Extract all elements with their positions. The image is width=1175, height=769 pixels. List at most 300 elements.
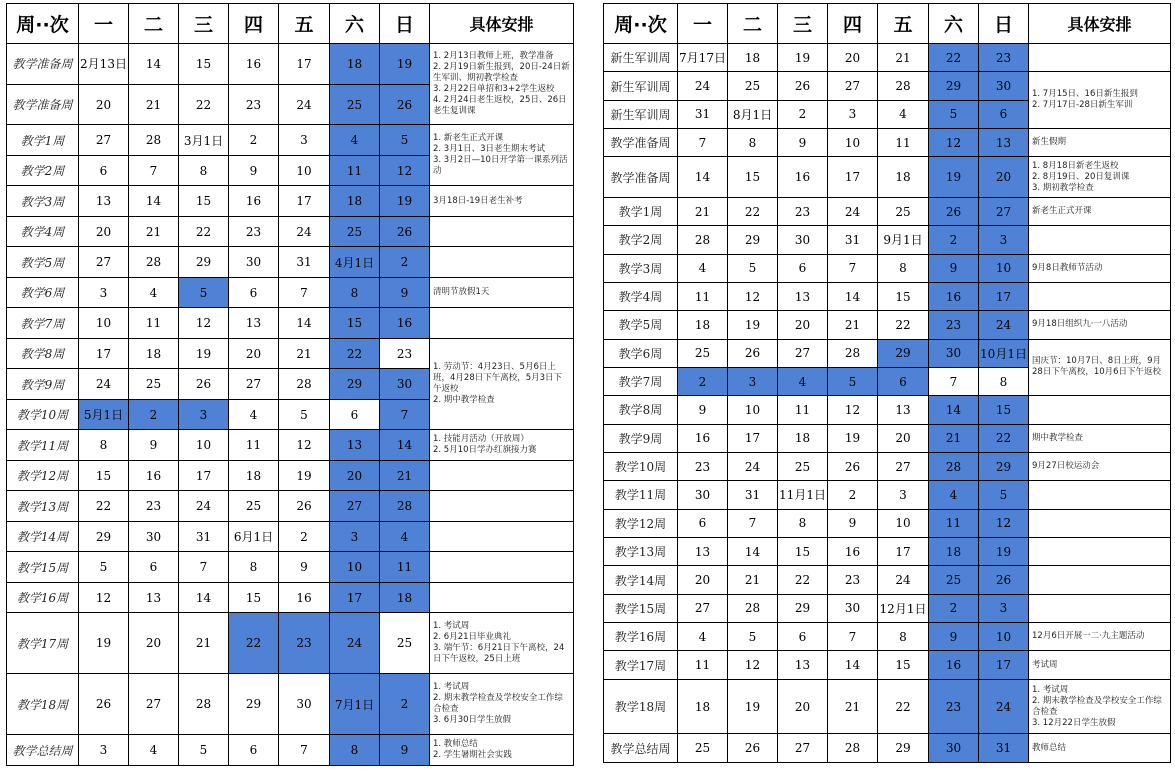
day-cell: 21 <box>828 679 878 734</box>
day-cell: 28 <box>129 247 179 278</box>
day-cell: 11 <box>929 509 979 537</box>
day-cell: 26 <box>79 674 129 735</box>
header-weekday: 一 <box>79 4 129 44</box>
day-cell: 22 <box>878 679 929 734</box>
day-cell: 27 <box>979 197 1029 225</box>
plan-line: 2. 8月19日、20日复训课 <box>1032 171 1130 182</box>
day-cell: 6 <box>979 100 1029 128</box>
day-cell: 31 <box>279 247 330 278</box>
day-cell: 20 <box>979 157 1029 198</box>
day-cell: 24 <box>728 452 778 480</box>
day-cell: 6 <box>878 367 929 395</box>
day-cell: 27 <box>828 72 878 100</box>
day-cell: 16 <box>229 186 279 217</box>
plan-cell <box>1029 538 1171 566</box>
day-cell: 9 <box>778 129 828 157</box>
day-cell: 28 <box>929 452 979 480</box>
day-cell: 16 <box>380 308 430 339</box>
day-cell: 2 <box>678 367 728 395</box>
day-cell: 14 <box>129 44 179 85</box>
day-cell: 29 <box>878 734 929 763</box>
plan-line: 9月27日校运动会 <box>1032 461 1100 472</box>
plan-line: 1. 技能月活动（开放周） <box>433 434 529 445</box>
week-row <box>604 396 1171 424</box>
day-cell: 3 <box>878 481 929 509</box>
header-weekday: 日 <box>979 4 1029 44</box>
day-cell: 17 <box>179 460 229 491</box>
week-label: 教学6周 <box>604 339 678 367</box>
plan-line: 新老生正式开课 <box>1032 206 1092 217</box>
day-cell: 21 <box>828 311 878 339</box>
week-label: 教学1周 <box>604 197 678 225</box>
plan-cell <box>430 125 574 186</box>
week-row <box>7 186 574 217</box>
day-cell: 5 <box>179 277 229 308</box>
day-cell: 9 <box>229 155 279 186</box>
day-cell: 5 <box>929 100 979 128</box>
day-cell: 22 <box>878 311 929 339</box>
week-label: 教学4周 <box>7 216 79 247</box>
week-row <box>604 566 1171 594</box>
week-label: 教学16周 <box>7 582 79 613</box>
day-cell: 18 <box>929 538 979 566</box>
day-cell: 23 <box>929 311 979 339</box>
day-cell: 26 <box>279 491 330 522</box>
day-cell: 16 <box>678 424 728 452</box>
day-cell: 18 <box>229 460 279 491</box>
day-cell: 8 <box>778 509 828 537</box>
week-label: 教学2周 <box>604 226 678 254</box>
day-cell: 15 <box>979 396 1029 424</box>
day-cell: 13 <box>778 282 828 310</box>
day-cell: 27 <box>229 369 279 400</box>
day-cell: 12 <box>728 651 778 679</box>
day-cell: 6 <box>678 509 728 537</box>
day-cell: 30 <box>979 72 1029 100</box>
day-cell: 22 <box>778 566 828 594</box>
plan-line: 9月8日教师节活动 <box>1032 262 1103 273</box>
week-row <box>604 424 1171 452</box>
day-cell: 9月1日 <box>878 226 929 254</box>
day-cell: 5 <box>728 623 778 651</box>
week-label: 教学8周 <box>7 338 79 369</box>
day-cell: 10 <box>979 623 1029 651</box>
day-cell: 2 <box>129 399 179 430</box>
week-row <box>604 594 1171 622</box>
day-cell: 18 <box>878 157 929 198</box>
day-cell: 2 <box>828 481 878 509</box>
day-cell: 31 <box>728 481 778 509</box>
day-cell: 22 <box>179 216 229 247</box>
plan-cell <box>430 216 574 247</box>
day-cell: 9 <box>129 430 179 461</box>
plan-line: 清明节放假1天 <box>433 287 490 298</box>
week-label: 教学15周 <box>604 594 678 622</box>
day-cell: 20 <box>229 338 279 369</box>
day-cell: 12 <box>179 308 229 339</box>
day-cell: 4月1日 <box>330 247 380 278</box>
day-cell: 15 <box>728 157 778 198</box>
week-label: 教学准备周 <box>7 44 79 85</box>
day-cell: 23 <box>380 338 430 369</box>
week-row <box>604 481 1171 509</box>
day-cell: 4 <box>878 100 929 128</box>
day-cell: 28 <box>828 734 878 763</box>
day-cell: 27 <box>678 594 728 622</box>
day-cell: 7月17日 <box>678 44 728 72</box>
week-row <box>604 339 1171 367</box>
day-cell: 26 <box>179 369 229 400</box>
day-cell: 3 <box>179 399 229 430</box>
day-cell: 2 <box>380 247 430 278</box>
week-row <box>7 125 574 156</box>
day-cell: 2 <box>229 125 279 156</box>
day-cell: 4 <box>678 254 728 282</box>
day-cell: 7 <box>828 254 878 282</box>
plan-line: 2. 期中教学检查 <box>433 395 495 406</box>
day-cell: 19 <box>179 338 229 369</box>
week-row <box>604 538 1171 566</box>
header-week: 周··次 <box>7 4 79 44</box>
plan-line: 1. 教师总结 <box>433 739 478 750</box>
day-cell: 24 <box>279 216 330 247</box>
day-cell: 2 <box>778 100 828 128</box>
week-label: 教学2周 <box>7 155 79 186</box>
day-cell: 11 <box>678 282 728 310</box>
plan-line: 1. 7月15日、16日新生报到 <box>1032 89 1138 100</box>
day-cell: 14 <box>728 538 778 566</box>
week-label: 教学13周 <box>7 491 79 522</box>
day-cell: 2 <box>380 674 430 735</box>
day-cell: 15 <box>179 186 229 217</box>
day-cell: 12 <box>929 129 979 157</box>
day-cell: 21 <box>279 338 330 369</box>
day-cell: 18 <box>778 424 828 452</box>
week-label: 教学13周 <box>604 538 678 566</box>
week-label: 教学准备周 <box>604 129 678 157</box>
day-cell: 25 <box>728 72 778 100</box>
week-label: 教学7周 <box>7 308 79 339</box>
week-row <box>7 735 574 766</box>
week-label: 新生军训周 <box>604 44 678 72</box>
day-cell: 28 <box>878 72 929 100</box>
day-cell: 25 <box>878 197 929 225</box>
plan-cell <box>430 308 574 339</box>
plan-cell <box>430 613 574 674</box>
plan-cell <box>1029 594 1171 622</box>
week-label: 教学10周 <box>7 399 79 430</box>
day-cell: 2 <box>279 521 330 552</box>
plan-line: 2. 期末教学检查及学校安全工作综合检查 <box>433 693 563 715</box>
plan-cell <box>1029 254 1171 282</box>
day-cell: 12月1日 <box>878 594 929 622</box>
day-cell: 13 <box>878 396 929 424</box>
plan-line: 2. 5月10日学办红旗接力赛 <box>433 445 537 456</box>
day-cell: 24 <box>979 311 1029 339</box>
week-label: 教学17周 <box>604 651 678 679</box>
plan-line: 1. 新老生正式开课 <box>433 133 504 144</box>
week-label: 教学5周 <box>604 311 678 339</box>
plan-cell <box>430 277 574 308</box>
day-cell: 28 <box>179 674 229 735</box>
week-label: 教学6周 <box>7 277 79 308</box>
plan-cell <box>1029 197 1171 225</box>
day-cell: 3 <box>828 100 878 128</box>
day-cell: 19 <box>828 424 878 452</box>
day-cell: 12 <box>828 396 878 424</box>
day-cell: 8 <box>179 155 229 186</box>
day-cell: 11 <box>129 308 179 339</box>
week-row <box>7 552 574 583</box>
week-label: 教学10周 <box>604 452 678 480</box>
day-cell: 17 <box>878 538 929 566</box>
week-label: 教学8周 <box>604 396 678 424</box>
day-cell: 4 <box>678 623 728 651</box>
day-cell: 21 <box>129 84 179 125</box>
day-cell: 19 <box>380 44 430 85</box>
week-label: 教学4周 <box>604 282 678 310</box>
day-cell: 7 <box>179 552 229 583</box>
header-weekday: 日 <box>380 4 430 44</box>
day-cell: 20 <box>828 44 878 72</box>
day-cell: 24 <box>678 72 728 100</box>
day-cell: 3 <box>979 226 1029 254</box>
day-cell: 28 <box>728 594 778 622</box>
day-cell: 30 <box>380 369 430 400</box>
day-cell: 12 <box>728 282 778 310</box>
day-cell: 14 <box>929 396 979 424</box>
day-cell: 15 <box>179 44 229 85</box>
day-cell: 4 <box>929 481 979 509</box>
day-cell: 25 <box>330 84 380 125</box>
day-cell: 4 <box>129 735 179 766</box>
plan-line: 1. 考试周 <box>433 682 470 693</box>
day-cell: 9 <box>380 735 430 766</box>
week-row <box>604 452 1171 480</box>
day-cell: 13 <box>979 129 1029 157</box>
day-cell: 19 <box>279 460 330 491</box>
plan-cell <box>430 247 574 278</box>
plan-cell <box>1029 424 1171 452</box>
day-cell: 5月1日 <box>79 399 129 430</box>
plan-line: 3月18日-19日老生补考 <box>433 195 523 206</box>
week-label: 新生军训周 <box>604 100 678 128</box>
week-row <box>604 651 1171 679</box>
day-cell: 16 <box>229 44 279 85</box>
day-cell: 25 <box>129 369 179 400</box>
day-cell: 12 <box>380 155 430 186</box>
week-row <box>7 338 574 369</box>
day-cell: 4 <box>380 521 430 552</box>
day-cell: 7 <box>728 509 778 537</box>
day-cell: 27 <box>330 491 380 522</box>
day-cell: 19 <box>79 613 129 674</box>
day-cell: 28 <box>678 226 728 254</box>
day-cell: 27 <box>79 125 129 156</box>
day-cell: 17 <box>279 44 330 85</box>
day-cell: 24 <box>179 491 229 522</box>
day-cell: 11 <box>380 552 430 583</box>
day-cell: 20 <box>878 424 929 452</box>
plan-cell <box>1029 651 1171 679</box>
day-cell: 6月1日 <box>229 521 279 552</box>
day-cell: 7 <box>279 277 330 308</box>
week-row <box>604 679 1171 734</box>
week-row <box>7 491 574 522</box>
day-cell: 3 <box>330 521 380 552</box>
week-label: 教学17周 <box>7 613 79 674</box>
day-cell: 9 <box>929 254 979 282</box>
day-cell: 14 <box>129 186 179 217</box>
day-cell: 7 <box>929 367 979 395</box>
plan-cell <box>1029 339 1171 396</box>
plan-line: 2. 学生暑期社会实践 <box>433 750 512 761</box>
plan-line: 2. 6月21日毕业典礼 <box>433 632 512 643</box>
day-cell: 17 <box>979 282 1029 310</box>
day-cell: 11 <box>330 155 380 186</box>
day-cell: 27 <box>778 339 828 367</box>
day-cell: 30 <box>929 734 979 763</box>
day-cell: 7 <box>279 735 330 766</box>
day-cell: 7 <box>129 155 179 186</box>
week-row <box>604 734 1171 763</box>
week-label: 教学9周 <box>604 424 678 452</box>
day-cell: 24 <box>330 613 380 674</box>
plan-line: 3. 2月22日单招和3+2学生返校 <box>433 84 555 95</box>
day-cell: 8 <box>728 129 778 157</box>
day-cell: 15 <box>229 582 279 613</box>
plan-line: 3. 端午节：6月21日下午离校，24日下午返校，25日上班 <box>433 643 565 665</box>
header-plan: 具体安排 <box>1029 4 1171 44</box>
day-cell: 28 <box>828 339 878 367</box>
day-cell: 22 <box>79 491 129 522</box>
day-cell: 18 <box>678 311 728 339</box>
plan-cell <box>430 674 574 735</box>
plan-line: 1. 考试周 <box>433 621 470 632</box>
day-cell: 21 <box>728 566 778 594</box>
day-cell: 23 <box>979 44 1029 72</box>
plan-line: 考试周 <box>1032 659 1058 670</box>
day-cell: 14 <box>179 582 229 613</box>
header-weekday: 四 <box>828 4 878 44</box>
day-cell: 6 <box>330 399 380 430</box>
day-cell: 5 <box>380 125 430 156</box>
day-cell: 6 <box>79 155 129 186</box>
week-row <box>604 72 1171 100</box>
day-cell: 18 <box>330 44 380 85</box>
day-cell: 24 <box>979 679 1029 734</box>
plan-line: 12月6日开展一二·九主题活动 <box>1032 631 1145 642</box>
day-cell: 25 <box>778 452 828 480</box>
day-cell: 8 <box>330 277 380 308</box>
day-cell: 14 <box>828 282 878 310</box>
day-cell: 15 <box>778 538 828 566</box>
plan-cell <box>1029 679 1171 734</box>
day-cell: 29 <box>929 72 979 100</box>
week-label: 教学总结周 <box>604 734 678 763</box>
day-cell: 24 <box>279 84 330 125</box>
week-label: 教学准备周 <box>604 157 678 198</box>
plan-cell <box>1029 226 1171 254</box>
plan-cell <box>1029 509 1171 537</box>
plan-line: 1. 8月18日新老生返校 <box>1032 160 1119 171</box>
day-cell: 15 <box>878 282 929 310</box>
day-cell: 17 <box>828 157 878 198</box>
day-cell: 13 <box>229 308 279 339</box>
day-cell: 5 <box>279 399 330 430</box>
plan-line: 3. 3月2日—10日开学第一课系列活动 <box>433 155 568 177</box>
day-cell: 14 <box>279 308 330 339</box>
week-row <box>7 44 574 85</box>
week-row <box>7 582 574 613</box>
header-weekday: 五 <box>279 4 330 44</box>
day-cell: 19 <box>728 311 778 339</box>
day-cell: 3 <box>728 367 778 395</box>
day-cell: 8 <box>79 430 129 461</box>
day-cell: 19 <box>380 186 430 217</box>
day-cell: 12 <box>79 582 129 613</box>
week-label: 教学18周 <box>7 674 79 735</box>
week-label: 教学18周 <box>604 679 678 734</box>
day-cell: 9 <box>828 509 878 537</box>
header-weekday: 一 <box>678 4 728 44</box>
day-cell: 16 <box>929 282 979 310</box>
day-cell: 8 <box>979 367 1029 395</box>
day-cell: 9 <box>678 396 728 424</box>
plan-line: 3. 6月30日学生放假 <box>433 715 512 726</box>
plan-line: 2. 期末教学检查及学校安全工作综合检查 <box>1032 695 1162 717</box>
week-row <box>7 613 574 674</box>
day-cell: 6 <box>129 552 179 583</box>
day-cell: 31 <box>979 734 1029 763</box>
day-cell: 10 <box>79 308 129 339</box>
day-cell: 22 <box>979 424 1029 452</box>
header-weekday: 六 <box>929 4 979 44</box>
day-cell: 19 <box>929 157 979 198</box>
day-cell: 20 <box>330 460 380 491</box>
week-label: 教学11周 <box>604 481 678 509</box>
day-cell: 24 <box>878 566 929 594</box>
day-cell: 29 <box>229 674 279 735</box>
plan-line: 教师总结 <box>1032 742 1067 753</box>
day-cell: 29 <box>79 521 129 552</box>
day-cell: 7 <box>678 129 728 157</box>
day-cell: 30 <box>778 226 828 254</box>
day-cell: 5 <box>728 254 778 282</box>
day-cell: 23 <box>279 613 330 674</box>
week-label: 教学3周 <box>604 254 678 282</box>
day-cell: 21 <box>179 613 229 674</box>
week-row <box>604 44 1171 72</box>
day-cell: 27 <box>79 247 129 278</box>
day-cell: 3月1日 <box>179 125 229 156</box>
day-cell: 3 <box>79 735 129 766</box>
plan-line: 2. 7月17日-28日新生军训 <box>1032 100 1133 111</box>
day-cell: 3 <box>979 594 1029 622</box>
day-cell: 11月1日 <box>778 481 828 509</box>
day-cell: 22 <box>229 613 279 674</box>
week-label: 教学1周 <box>7 125 79 156</box>
header-weekday: 二 <box>129 4 179 44</box>
day-cell: 8 <box>330 735 380 766</box>
day-cell: 18 <box>330 186 380 217</box>
week-row <box>604 254 1171 282</box>
week-label: 教学3周 <box>7 186 79 217</box>
day-cell: 27 <box>129 674 179 735</box>
day-cell: 6 <box>778 254 828 282</box>
week-row <box>7 674 574 735</box>
plan-line: 3. 期初教学检查 <box>1032 182 1094 193</box>
